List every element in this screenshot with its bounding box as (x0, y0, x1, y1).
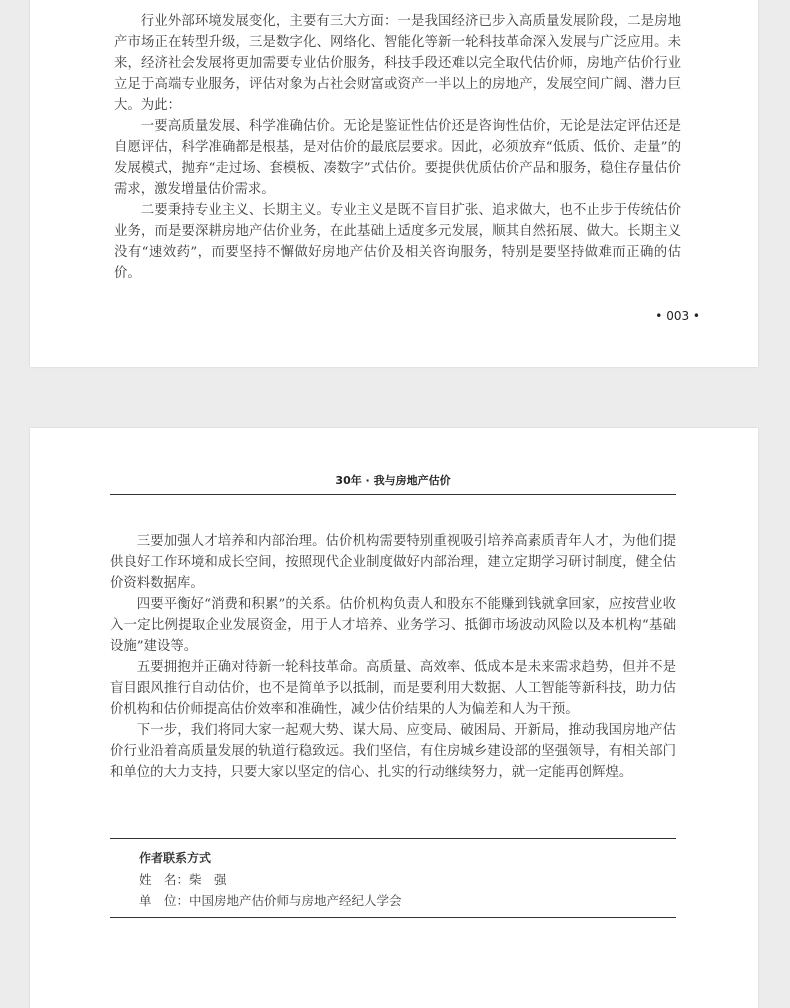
page-number: • 003 • (655, 309, 700, 323)
paragraph-point-two: 二要秉持专业主义、长期主义。专业主义是既不盲目扩张、追求做大，也不止步于传统估价业务，而是要深耕房地产估价业务，在此基础上适度多元发展，顺其自然拓展、做大。长期主义没有“速效药”，而要坚持不懈做好房地产估价及相关咨询服务，特别是要坚持做难而正确的估价。 (114, 203, 681, 281)
paragraph-external-environment: 行业外部环境发展变化，主要有三大方面：一是我国经济已步入高质量发展阶段，二是房地产市场正在转型升级，三是数字化、网络化、智能化等新一轮科技革命深入发展与广泛应用。未来，经济社会发展将更加需要专业估价服务，科技手段还难以完全取代估价师，房地产估价行业立足于高端专业服务，评估对象为占社会财富或资产一半以上的房地产，发展空间广阔、潜力巨大。为此： (114, 14, 681, 113)
contact-top-rule (110, 838, 676, 839)
contact-bottom-rule (110, 917, 676, 918)
header-rule (110, 494, 676, 495)
page-top (30, 0, 758, 367)
running-head: 30年 · 我与房地产估价 (335, 474, 451, 487)
paragraph-point-four: 四要平衡好“消费和积累”的关系。估价机构负责人和股东不能赚到钱就拿回家，应按营业收入一定比例提取企业发展资金，用于人才培养、业务学习、抵御市场波动风险以及本机构“基础设施”建设等。 (110, 597, 676, 654)
paragraph-next-step: 下一步，我们将同大家一起观大势、谋大局、应变局、破困局、开新局，推动我国房地产估价行业沿着高质量发展的轨道行稳致远。我们坚信，有住房城乡建设部的坚强领导，有相关部门和单位的大力支持，只要大家以坚定的信心、扎实的行动继续努力，就一定能再创辉煌。 (110, 723, 676, 780)
contact-title: 作者联系方式 (139, 851, 212, 865)
page-bottom (30, 428, 758, 1008)
paragraph-point-five: 五要拥抱并正确对待新一轮科技革命。高质量、高效率、低成本是未来需求趋势，但并不是盲目跟风推行自动估价，也不是简单予以抵制，而是要利用大数据、人工智能等新科技，助力估价机构和估价师提高估价效率和准确性，减少估价结果的人为偏差和人为干预。 (110, 660, 676, 717)
contact-name: 姓 名：柴 强 (139, 872, 227, 887)
contact-organization: 单 位：中国房地产估价师与房地产经纪人学会 (139, 893, 402, 908)
paragraph-intro-tail (114, 0, 681, 1)
paragraph-point-three: 三要加强人才培养和内部治理。估价机构需要特别重视吸引培养高素质青年人才，为他们提供良好工作环境和成长空间，按照现代企业制度做好内部治理，建立定期学习研讨制度，健全估价资料数据库。 (110, 534, 676, 591)
paragraph-point-one: 一要高质量发展、科学准确估价。无论是鉴证性估价还是咨询性估价，无论是法定评估还是自愿评估，科学准确都是根基，是对估价的最底层要求。因此，必须放弃“低质、低价、走量”的发展模式，抛弃“走过场、套模板、凑数字”式估价。要提供优质估价产品和服务，稳住存量估价需求，激发增量估价需求。 (114, 119, 681, 197)
